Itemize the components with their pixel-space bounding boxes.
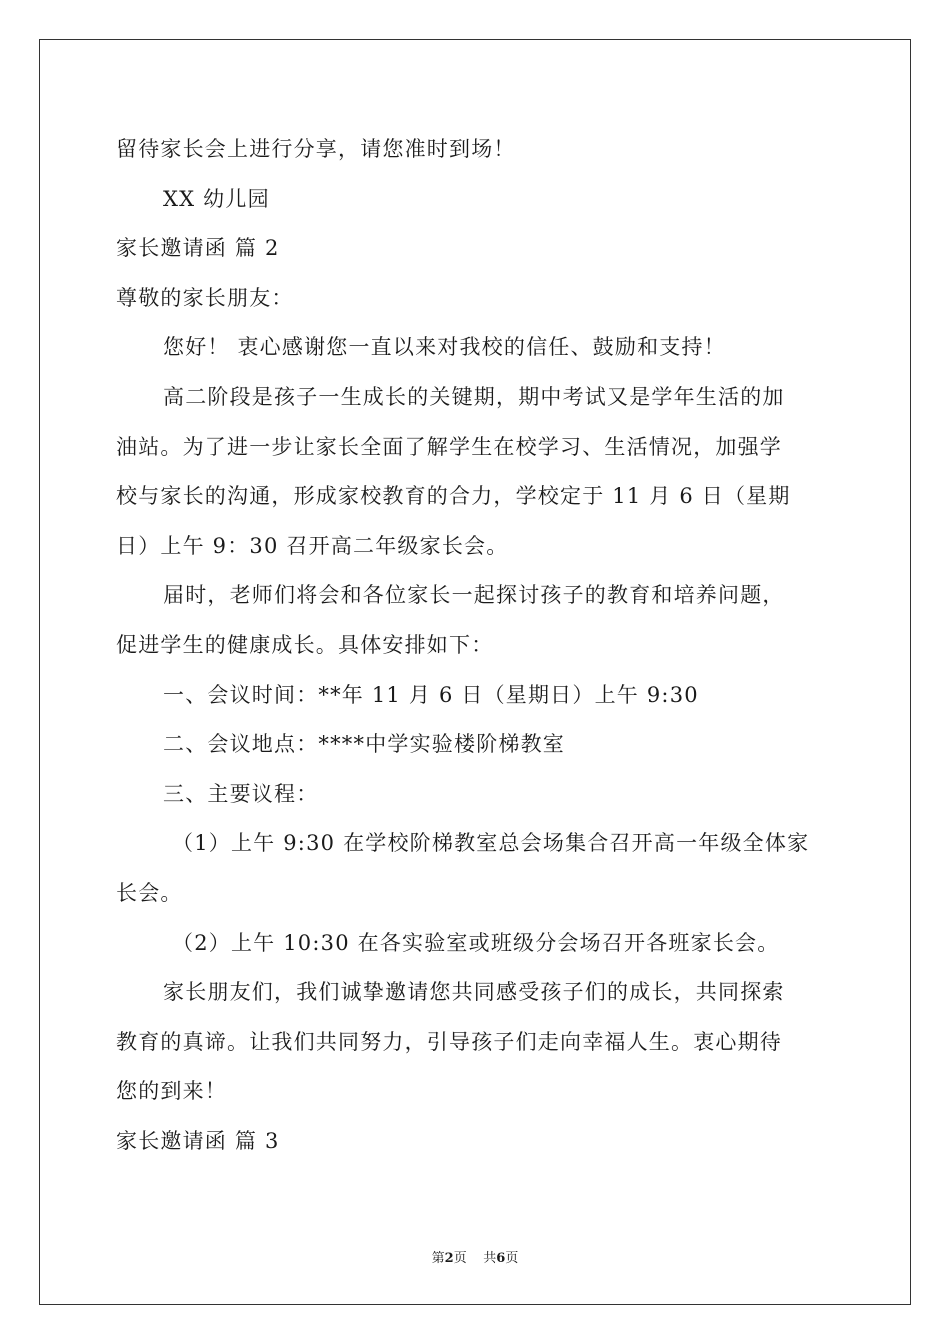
page-total: 6 [496,1251,506,1266]
paragraph-line: 油站。为了进一步让家长全面了解学生在校学习、生活情况，加强学 [116,434,782,459]
paragraph-line: 家长朋友们，我们诚挚邀请您共同感受孩子们的成长，共同探索 [163,980,785,1005]
page-footer [0,1247,950,1266]
agenda-item: 二、会议地点：****中学实验楼阶梯教室 [163,732,565,757]
page-suffix: 页 [453,1251,467,1266]
paragraph-line: 促进学生的健康成长。具体安排如下： [116,632,494,657]
paragraph-line: 日）上午 9：30 召开高二年级家长会。 [116,533,509,558]
agenda-item: 一、会议时间：**年 11 月 6 日（星期日）上午 9:30 [163,682,699,707]
paragraph-line: 留待家长会上进行分享，请您准时到场！ [116,137,516,161]
paragraph-line: 您好！ 衷心感谢您一直以来对我校的信任、鼓励和支持！ [163,335,726,360]
agenda-subitem: 长会。 [116,880,183,905]
total-prefix: 共 [483,1251,497,1266]
document-body [116,125,838,1166]
total-suffix: 页 [505,1251,519,1266]
paragraph-line: 教育的真谛。让我们共同努力，引导孩子们走向幸福人生。衷心期待 [116,1029,782,1054]
signature-line: XX 幼儿园 [163,186,270,211]
section-heading: 家长邀请函 篇 3 [116,1128,280,1153]
salutation: 尊敬的家长朋友： [116,285,294,310]
section-heading: 家长邀请函 篇 2 [116,236,280,261]
paragraph-line: 您的到来！ [116,1079,227,1104]
paragraph-line: 校与家长的沟通，形成家校教育的合力，学校定于 11 月 6 日（星期 [116,484,791,509]
page-current: 2 [444,1251,454,1266]
page-prefix: 第 [431,1251,445,1266]
agenda-subitem: （2）上午 10:30 在各实验室或班级分会场召开各班家长会。 [172,930,780,955]
agenda-subitem: （1）上午 9:30 在学校阶梯教室总会场集合召开高一年级全体家 [172,831,810,856]
agenda-item: 三、主要议程： [163,781,319,806]
paragraph-line: 高二阶段是孩子一生成长的关键期，期中考试又是学年生活的加 [163,384,785,409]
paragraph-line: 届时，老师们将会和各位家长一起探讨孩子的教育和培养问题， [163,583,785,608]
